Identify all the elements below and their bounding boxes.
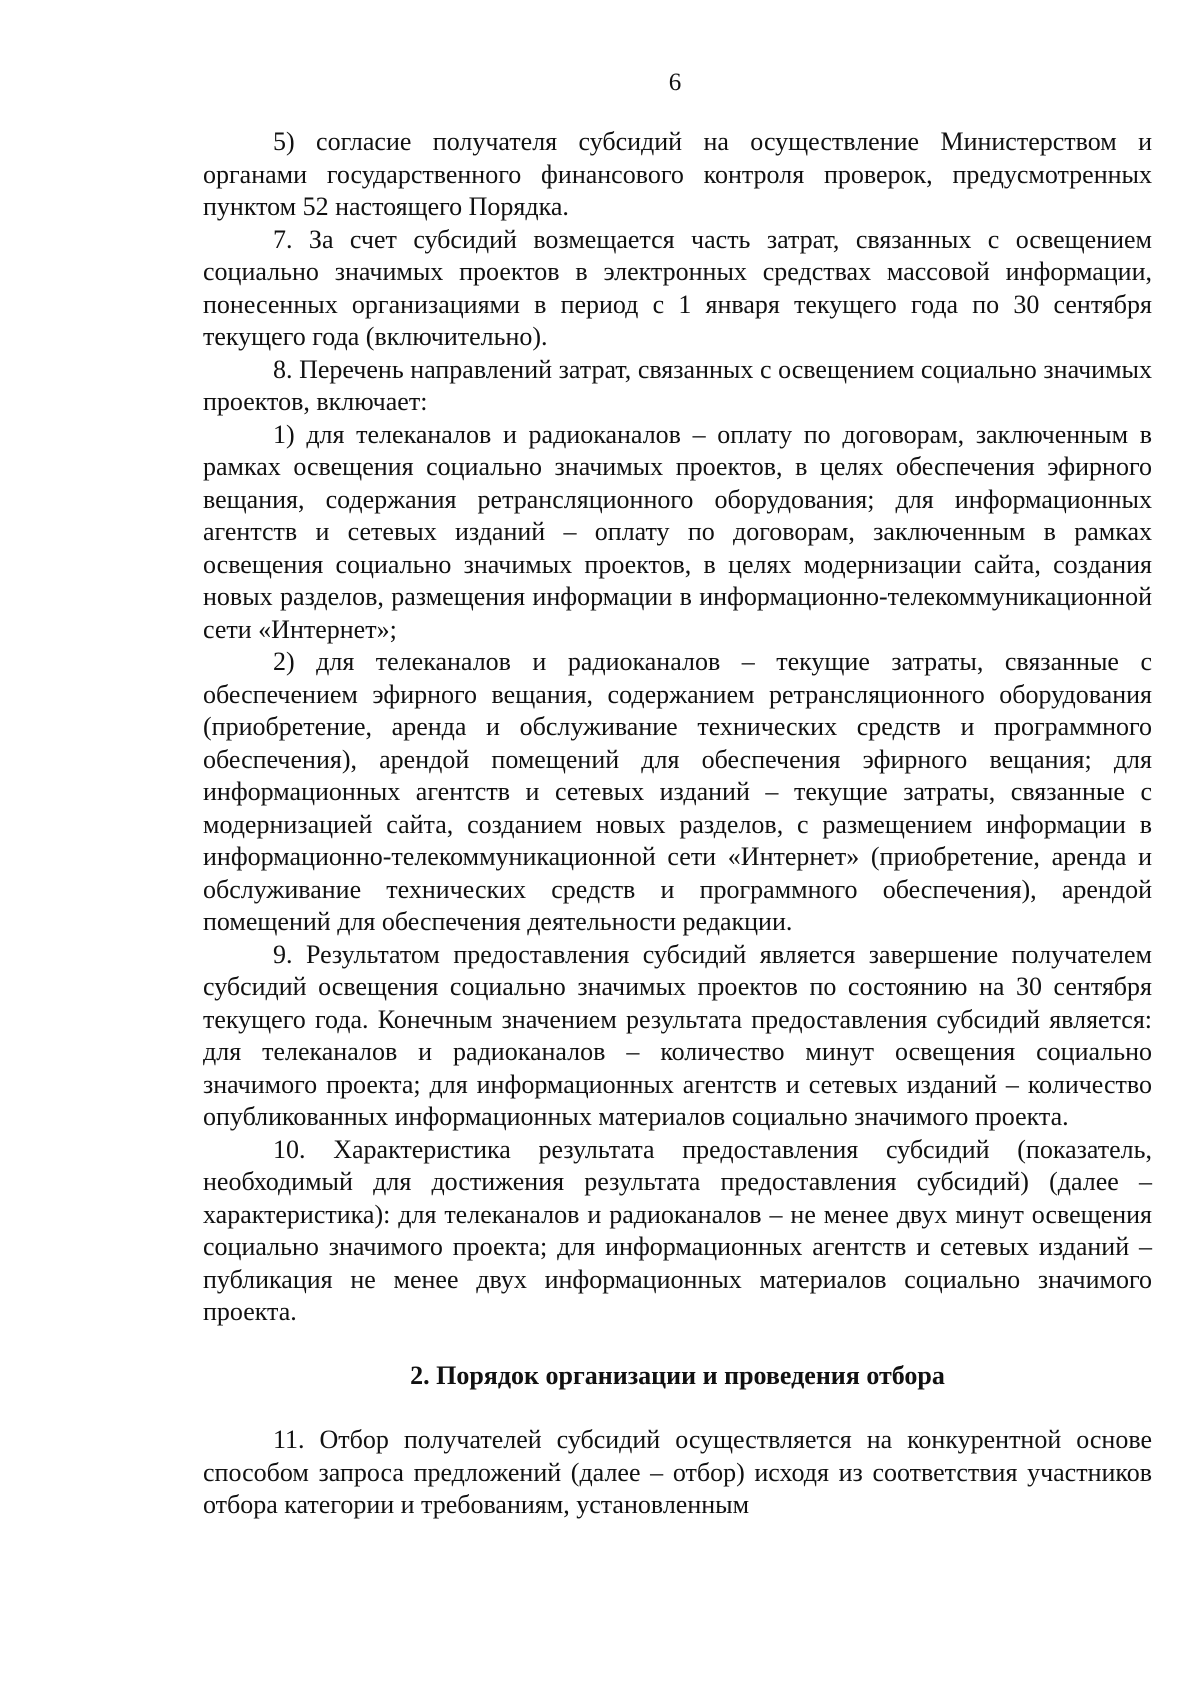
paragraph-clause-8-item-2: 2) для телеканалов и радиоканалов – текущие затраты, связанные с обеспечением эфирного вещания, содержанием ретрансляционного оборудования (приобретение, аренда и обслуживание технических средств и программного обеспечения), арендой помещений для обеспечения эфирного вещания; для информационных агентств и сетевых изданий – текущие затраты, связанные с модернизацией сайта, созданием новых разделов, с размещением информации в информационно-телекоммуникационной сети «Интернет» (приобретение, аренда и обслуживание технических средств и программного обеспечения), арендой помещений для обеспечения деятельности редакции.: [203, 647, 1152, 936]
paragraph-item-5-consent: 5) согласие получателя субсидий на осуществление Министерством и органами государственного финансового контроля проверок, предусмотренных пунктом 52 настоящего Порядка.: [203, 127, 1152, 221]
paragraph-clause-8: 8. Перечень направлений затрат, связанных с освещением социально значимых проектов, включает:: [203, 354, 1152, 416]
paragraph-clause-8-item-1: 1) для телеканалов и радиоканалов – оплату по договорам, заключенным в рамках освещения социально значимых проектов, в целях обеспечения эфирного вещания, содержания ретрансляционного оборудования; для информационных агентств и сетевых изданий – оплату по договорам, заключенным в рамках освещения социально значимых проектов, в целях модернизации сайта, создания новых разделов, размещения информации в информационно-телекоммуникационной сети «Интернет»;: [203, 419, 1152, 644]
page-number: 6: [668, 69, 682, 96]
document-body: [203, 126, 1152, 1522]
paragraph-clause-11: 11. Отбор получателей субсидий осуществляется на конкурентной основе способом запроса предложений (далее – отбор) исходя из соответствия участников отбора категории и требованиям, установленным: [203, 1425, 1152, 1519]
paragraph-clause-7: 7. За счет субсидий возмещается часть затрат, связанных с освещением социально значимых проектов в электронных средствах массовой информации, понесенных организациями в период с 1 января текущего года по 30 сентября текущего года (включительно).: [203, 224, 1152, 351]
paragraph-clause-9: 9. Результатом предоставления субсидий является завершение получателем субсидий освещения социально значимых проектов по состоянию на 30 сентября текущего года. Конечным значением результата предоставления субсидий является: для телеканалов и радиоканалов – количество минут освещения социально значимого проекта; для информационных агентств и сетевых изданий – количество опубликованных информационных материалов социально значимого проекта.: [203, 939, 1152, 1131]
section-heading: 2. Порядок организации и проведения отбора: [410, 1360, 945, 1390]
paragraph-clause-10: 10. Характеристика результата предоставления субсидий (показатель, необходимый для достижения результата предоставления субсидий) (далее – характеристика): для телеканалов и радиоканалов – не менее двух минут освещения социально значимого проекта; для информационных агентств и сетевых изданий – публикация не менее двух информационных материалов социально значимого проекта.: [203, 1134, 1152, 1326]
